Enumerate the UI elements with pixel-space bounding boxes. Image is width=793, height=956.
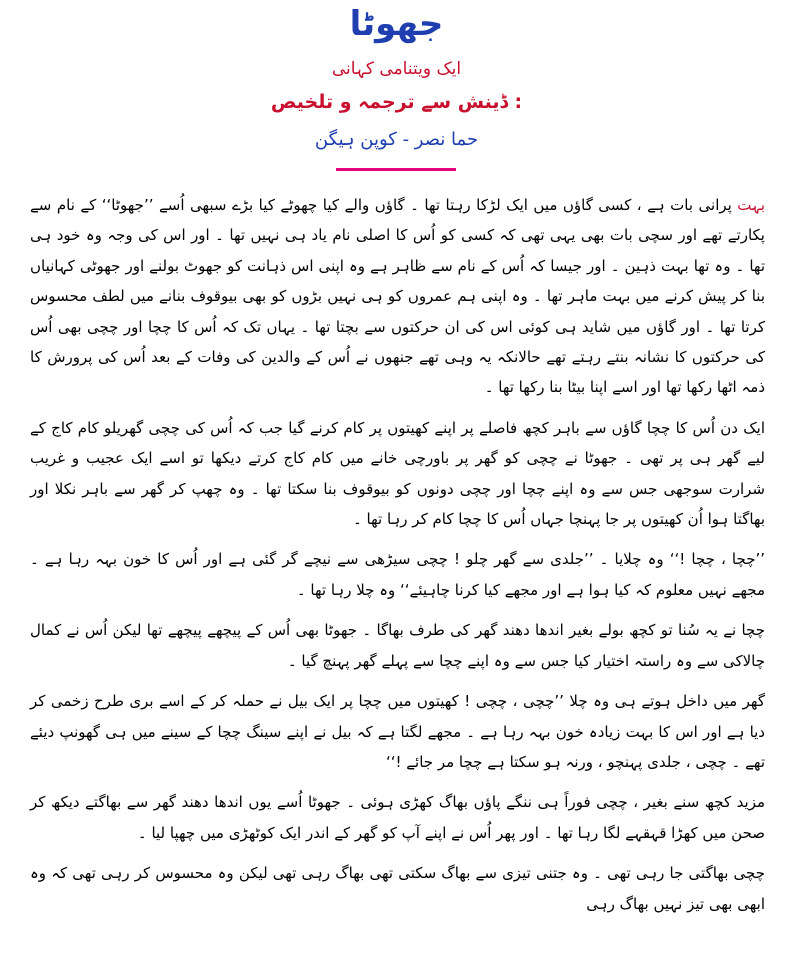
story-subtitle: ایک ویتنامی کہانی	[331, 59, 462, 79]
story-title: جھوٹا	[349, 4, 444, 44]
paragraph-3: ’’چچا ، چچا !‘‘ وہ چلایا ۔ ’’جلدی سے گھر چلو ! چچی سیڑھی سے نیچے گر گئی ہے اور اُس کا خون بہہ رہا ہے ۔ مجھے نہیں معلوم کہ کیا ہوا ہے اور مجھے کیا کرنا چاہیئے‘‘ وہ چلا رہا تھا ۔	[30, 550, 765, 599]
translation-label: ڈینش سے ترجمہ و تلخیص :	[270, 91, 523, 113]
story-body	[30, 190, 765, 929]
lead-word: بہت	[737, 196, 765, 214]
paragraph-2: ایک دن اُس کا چچا گاؤں سے باہر کچھ فاصلے پر اپنے کھیتوں پر کام کرنے گیا جب کہ اُس کی چچی گھریلو کام کاج کے لیے گھر ہی پر تھی ۔ جھوٹا نے چچی کو گھر پر باورچی خانے میں کام کاج کرتے دیکھا تو اسے ایک عجیب و غریب شرارت سوجھی جس سے وہ اپنے چچا اور چچی دونوں کو بیوقوف بنا سکتا تھا ۔ وہ چھپ کر گھر سے باہر نکلا اور بھاگتا ہوا اُن کھیتوں پر جا پہنچا جہاں اُس کا چچا کام کر رہا تھا ۔	[30, 418, 765, 529]
paragraph-1-text: پرانی بات ہے ، کسی گاؤں میں ایک لڑکا رہتا تھا ۔ گاؤں والے کیا چھوٹے کیا بڑے سبھی اُسے ’’جھوٹا‘‘ کے نام سے پکارتے تھے اور سچی بات بھی یہی تھی کہ کسی کو اُس کا اصلی نام یاد ہی نہیں تھا ۔ اور اس کی وجہ وہ خود ہی تھا ۔ وہ تھا بہت ذہین ۔ اور جیسا کہ اُس کے نام سے ظاہر ہے وہ اپنی اس ذہانت کو جھوٹ بولنے اور جھوٹی کہانیاں بنا کر پیش کرنے میں بہت ماہر تھا ۔ وہ اپنی ہم عمروں کو ہی نہیں بڑوں کو بھی بیوقوف بنانے میں لطف محسوس کرتا تھا ۔ اور گاؤں میں شاید ہی کوئی اس کی ان حرکتوں سے بچتا تھا ۔ یہاں تک کہ اُس کا چچا اور چچی بھی اُس کی حرکتوں کا نشانہ بنتے رہتے تھے حالانکہ یہ وہی تھے جنھوں نے اُس کے والدین کی وفات کے بعد اُس کی پرورش کا ذمہ اٹھا رکھا تھا اور اسے اپنا بیٹا بنا رکھا تھا ۔	[30, 196, 765, 397]
paragraph-4: چچا نے یہ سُنا تو کچھ بولے بغیر اندھا دھند گھر کی طرف بھاگا ۔ جھوٹا بھی اُس کے پیچھے پیچھے تھا لیکن اُس نے کمال چالاکی سے وہ راستہ اختیار کیا جس سے وہ اپنے چچا سے پہلے گھر پہنچ گیا ۔	[30, 621, 765, 670]
paragraph-6: مزید کچھ سنے بغیر ، چچی فوراً ہی ننگے پاؤں بھاگ کھڑی ہوئی ۔ جھوٹا اُسے یوں اندھا دھند گھر سے بھاگتے دیکھ کر صحن میں کھڑا قہقہے لگا رہا تھا ۔ اور پھر اُس نے اپنے آپ کو گھر کے اندر ایک کوٹھڑی میں چھپا لیا ۔	[30, 793, 765, 842]
paragraph-1	[30, 190, 765, 403]
paragraph-5: گھر میں داخل ہوتے ہی وہ چلا ’’چچی ، چچی ! کھیتوں میں چچا پر ایک بیل نے حملہ کر کے اسے بری طرح زخمی کر دیا ہے اور اس کا بہت زیادہ خون بہہ رہا ہے ۔ مجھے لگتا ہے کہ بیل نے اپنے سینگ چچا کے سینے میں ہی گھونپ دیئے تھے ۔ چچی ، جلدی پہنچو ، ورنہ ہو سکتا ہے چچا مر جائے !‘‘	[30, 692, 765, 771]
paragraph-7: چچی بھاگتی جا رہی تھی ۔ وہ جتنی تیزی سے بھاگ سکتی تھی بھاگ رہی تھی لیکن وہ محسوس کر رہی تھی کہ وہ ابھی بھی تیز نہیں بھاگ رہی	[30, 864, 765, 913]
byline-underline	[336, 168, 456, 171]
translators-byline: حما نصر - کوپن ہیگن	[314, 129, 479, 150]
